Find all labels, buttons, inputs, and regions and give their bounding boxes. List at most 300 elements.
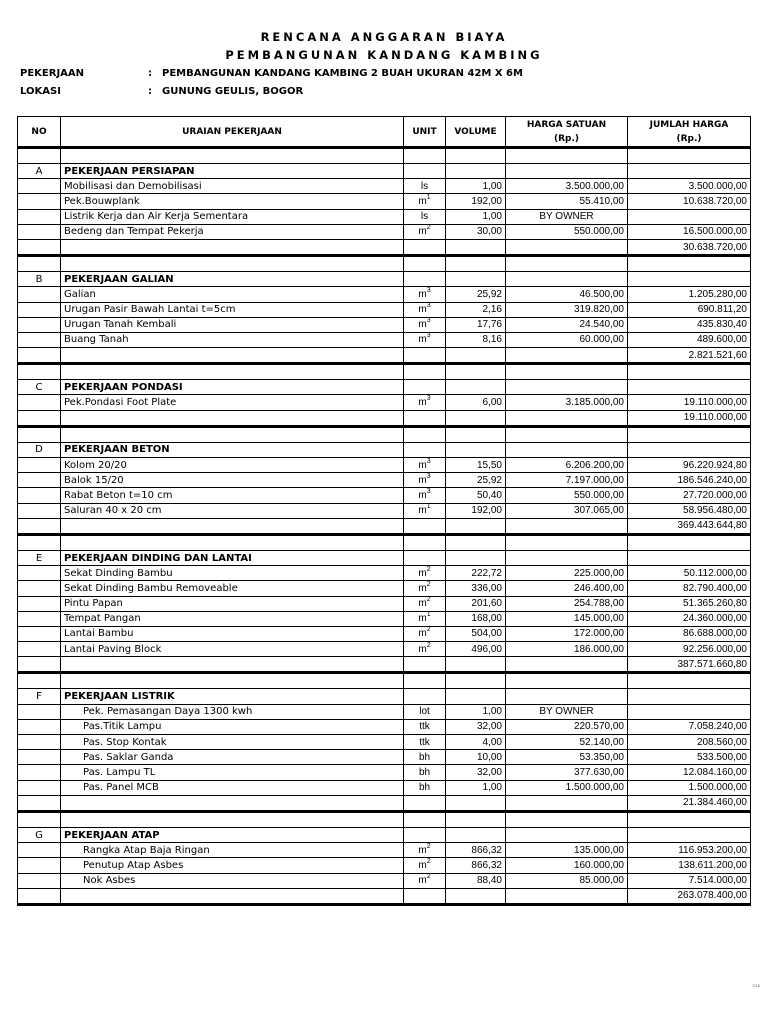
unit-text: m [418, 304, 427, 316]
blank-cell [404, 426, 446, 442]
blank-cell [446, 364, 506, 380]
item-harga-satuan: 3.500.000,00 [506, 179, 628, 194]
item-jumlah-harga: 10.638.720,00 [628, 194, 751, 209]
blank-cell [628, 364, 751, 380]
header-jumlah-harga-line2: (Rp.) [676, 133, 702, 144]
blank-cell [404, 364, 446, 380]
item-no [18, 566, 61, 581]
table-body [18, 148, 751, 905]
empty-cell [506, 657, 628, 673]
item-uraian: Listrik Kerja dan Air Kerja Sementara [61, 209, 404, 224]
item-harga-satuan: 1.500.000,00 [506, 780, 628, 795]
empty-cell [506, 239, 628, 255]
unit-exponent: 1 [426, 503, 431, 511]
empty-cell [404, 888, 446, 904]
section-no: G [18, 827, 61, 842]
empty-cell [61, 518, 404, 534]
unit-text: m [418, 288, 427, 300]
item-volume: 17,76 [446, 317, 506, 332]
item-unit [404, 395, 446, 410]
blank-cell [404, 534, 446, 550]
empty-cell [506, 410, 628, 426]
item-volume: 866,32 [446, 858, 506, 873]
blank-cell [404, 148, 446, 164]
item-uraian: Pas. Lampu TL [61, 765, 404, 780]
section-total: 263.078.400,00 [628, 888, 751, 904]
item-uraian: Pek.Bouwplank [61, 194, 404, 209]
item-uraian: Lantai Paving Block [61, 642, 404, 657]
item-no [18, 611, 61, 626]
item-volume: 192,00 [446, 503, 506, 518]
section-no: E [18, 550, 61, 565]
empty-cell [404, 518, 446, 534]
unit-text: m [418, 474, 427, 486]
item-volume: 866,32 [446, 843, 506, 858]
item-jumlah-harga: 7.514.000,00 [628, 873, 751, 888]
empty-cell [446, 689, 506, 704]
lokasi-label: LOKASI [20, 86, 61, 97]
item-unit [404, 765, 446, 780]
empty-cell [61, 348, 404, 364]
empty-cell [18, 410, 61, 426]
item-harga-satuan: 550.000,00 [506, 488, 628, 503]
unit-exponent: 2 [426, 842, 431, 850]
unit-text: bh [418, 782, 431, 794]
item-unit [404, 473, 446, 488]
section-total-row [18, 518, 751, 534]
item-uraian: Urugan Tanah Kembali [61, 317, 404, 332]
item-volume: 336,00 [446, 581, 506, 596]
blank-cell [18, 364, 61, 380]
table-row [18, 704, 751, 719]
item-harga-satuan: BY OWNER [506, 704, 628, 719]
item-volume: 25,92 [446, 473, 506, 488]
item-no [18, 179, 61, 194]
blank-cell [404, 811, 446, 827]
table-row [18, 719, 751, 734]
blank-cell [446, 426, 506, 442]
blank-cell [61, 534, 404, 550]
item-jumlah-harga: 24.360.000,00 [628, 611, 751, 626]
empty-cell [404, 272, 446, 287]
item-uraian: Pintu Papan [61, 596, 404, 611]
empty-cell [628, 550, 751, 565]
document-title: RENCANA ANGGARAN BIAYA [260, 30, 508, 44]
empty-cell [446, 272, 506, 287]
item-uraian: Pas.Titik Lampu [61, 719, 404, 734]
item-volume: 168,00 [446, 611, 506, 626]
item-unit [404, 719, 446, 734]
unit-text: m [418, 195, 427, 207]
blank-cell [446, 256, 506, 272]
item-uraian: Pas. Saklar Ganda [61, 750, 404, 765]
section-total: 2.821.521,60 [628, 348, 751, 364]
section-total-row [18, 657, 751, 673]
empty-cell [404, 164, 446, 179]
item-volume: 201,60 [446, 596, 506, 611]
blank-row [18, 364, 751, 380]
empty-cell [404, 550, 446, 565]
section-no: C [18, 380, 61, 395]
empty-cell [18, 348, 61, 364]
blank-cell [18, 256, 61, 272]
item-unit [404, 611, 446, 626]
empty-cell [506, 795, 628, 811]
unit-text: m [418, 334, 427, 346]
unit-text: m [418, 489, 427, 501]
pekerjaan-value: PEMBANGUNAN KANDANG KAMBING 2 BUAH UKURAN 42M X 6M [162, 68, 523, 79]
header-jumlah-harga [628, 117, 751, 148]
empty-cell [18, 795, 61, 811]
unit-exponent: 2 [426, 224, 431, 232]
section-row [18, 442, 751, 457]
blank-cell [506, 364, 628, 380]
empty-cell [404, 827, 446, 842]
blank-row [18, 256, 751, 272]
item-uraian: Sekat Dinding Bambu [61, 566, 404, 581]
item-no [18, 704, 61, 719]
item-no [18, 473, 61, 488]
item-harga-satuan: 55.410,00 [506, 194, 628, 209]
empty-cell [506, 550, 628, 565]
item-volume: 1,00 [446, 704, 506, 719]
item-unit [404, 843, 446, 858]
empty-cell [506, 689, 628, 704]
table-header-row [18, 117, 751, 148]
section-no: D [18, 442, 61, 457]
empty-cell [446, 348, 506, 364]
table-row [18, 473, 751, 488]
item-uraian: Pek. Pemasangan Daya 1300 kwh [61, 704, 404, 719]
blank-cell [506, 673, 628, 689]
item-jumlah-harga: 12.084.160,00 [628, 765, 751, 780]
item-uraian: Pas. Stop Kontak [61, 735, 404, 750]
unit-text: m [418, 643, 427, 655]
item-uraian: Sekat Dinding Bambu Removeable [61, 581, 404, 596]
item-jumlah-harga: 86.688.000,00 [628, 626, 751, 641]
item-unit [404, 488, 446, 503]
empty-cell [18, 888, 61, 904]
item-unit [404, 179, 446, 194]
item-volume: 25,92 [446, 287, 506, 302]
item-volume: 32,00 [446, 719, 506, 734]
empty-cell [446, 239, 506, 255]
header-harga-satuan [506, 117, 628, 148]
item-volume: 1,00 [446, 209, 506, 224]
pekerjaan-colon: : [148, 68, 152, 79]
unit-exponent: 2 [426, 596, 431, 604]
item-no [18, 488, 61, 503]
blank-cell [628, 256, 751, 272]
table-row [18, 395, 751, 410]
empty-cell [61, 795, 404, 811]
item-harga-satuan: 145.000,00 [506, 611, 628, 626]
item-unit [404, 735, 446, 750]
item-unit [404, 873, 446, 888]
unit-text: bh [418, 766, 431, 778]
item-uraian: Pas. Panel MCB [61, 780, 404, 795]
item-unit [404, 642, 446, 657]
section-total-row [18, 888, 751, 904]
section-name: PEKERJAAN ATAP [61, 827, 404, 842]
item-jumlah-harga [628, 209, 751, 224]
item-jumlah-harga [628, 704, 751, 719]
item-jumlah-harga: 96.220.924,80 [628, 458, 751, 473]
empty-cell [506, 380, 628, 395]
empty-cell [404, 795, 446, 811]
blank-row [18, 534, 751, 550]
table-row [18, 503, 751, 518]
blank-cell [61, 673, 404, 689]
unit-text: bh [418, 751, 431, 763]
blank-cell [18, 148, 61, 164]
section-total-row [18, 239, 751, 255]
empty-cell [18, 657, 61, 673]
item-uraian: Tempat Pangan [61, 611, 404, 626]
item-volume: 1,00 [446, 179, 506, 194]
empty-cell [628, 380, 751, 395]
empty-cell [628, 442, 751, 457]
item-volume: 6,00 [446, 395, 506, 410]
item-harga-satuan: 135.000,00 [506, 843, 628, 858]
item-no [18, 626, 61, 641]
unit-text: m [418, 505, 427, 517]
unit-text: m [418, 598, 427, 610]
unit-text: ttk [419, 736, 430, 748]
empty-cell [404, 348, 446, 364]
section-row [18, 689, 751, 704]
empty-cell [18, 518, 61, 534]
item-harga-satuan: 60.000,00 [506, 332, 628, 347]
item-unit [404, 780, 446, 795]
item-unit [404, 581, 446, 596]
section-total-row [18, 348, 751, 364]
section-total: 30.638.720,00 [628, 239, 751, 255]
lokasi-value: GUNUNG GEULIS, BOGOR [162, 86, 304, 97]
unit-exponent: 3 [426, 286, 431, 294]
section-total: 19.110.000,00 [628, 410, 751, 426]
table-row [18, 626, 751, 641]
item-jumlah-harga: 138.611.200,00 [628, 858, 751, 873]
table-row [18, 611, 751, 626]
item-no [18, 596, 61, 611]
table-row [18, 873, 751, 888]
unit-exponent: 3 [426, 472, 431, 480]
item-unit [404, 287, 446, 302]
item-harga-satuan: 160.000,00 [506, 858, 628, 873]
unit-exponent: 1 [426, 193, 431, 201]
item-uraian: Saluran 40 x 20 cm [61, 503, 404, 518]
item-uraian: Balok 15/20 [61, 473, 404, 488]
lokasi-colon: : [148, 86, 152, 97]
empty-cell [61, 410, 404, 426]
table-row [18, 780, 751, 795]
table-row [18, 458, 751, 473]
unit-exponent: 3 [426, 332, 431, 340]
unit-exponent: 2 [426, 580, 431, 588]
unit-exponent: 2 [426, 857, 431, 865]
blank-cell [404, 256, 446, 272]
item-volume: 1,00 [446, 780, 506, 795]
item-jumlah-harga: 116.953.200,00 [628, 843, 751, 858]
item-unit [404, 858, 446, 873]
item-unit [404, 317, 446, 332]
empty-cell [446, 442, 506, 457]
item-jumlah-harga: 489.600,00 [628, 332, 751, 347]
empty-cell [61, 888, 404, 904]
empty-cell [61, 657, 404, 673]
blank-row [18, 811, 751, 827]
item-jumlah-harga: 82.790.400,00 [628, 581, 751, 596]
unit-exponent: 2 [426, 626, 431, 634]
blank-cell [506, 811, 628, 827]
item-harga-satuan: 307.065,00 [506, 503, 628, 518]
item-unit [404, 503, 446, 518]
item-volume: 496,00 [446, 642, 506, 657]
header-jumlah-harga-line1: JUMLAH HARGA [649, 119, 729, 130]
section-name: PEKERJAAN BETON [61, 442, 404, 457]
section-name: PEKERJAAN PONDASI [61, 380, 404, 395]
unit-exponent: 3 [426, 457, 431, 465]
section-name: PEKERJAAN DINDING DAN LANTAI [61, 550, 404, 565]
unit-exponent: 2 [426, 641, 431, 649]
blank-cell [506, 148, 628, 164]
item-no [18, 780, 61, 795]
table-row [18, 566, 751, 581]
section-total: 369.443.644,80 [628, 518, 751, 534]
table-row [18, 302, 751, 317]
item-unit [404, 626, 446, 641]
item-unit [404, 566, 446, 581]
item-jumlah-harga: 50.112.000,00 [628, 566, 751, 581]
unit-text: m [418, 613, 427, 625]
item-uraian: Kolom 20/20 [61, 458, 404, 473]
item-no [18, 302, 61, 317]
item-no [18, 750, 61, 765]
blank-cell [506, 426, 628, 442]
blank-row [18, 148, 751, 164]
table-row [18, 858, 751, 873]
empty-cell [506, 348, 628, 364]
item-volume: 15,50 [446, 458, 506, 473]
item-harga-satuan: 53.350,00 [506, 750, 628, 765]
item-volume: 10,00 [446, 750, 506, 765]
unit-text: m [418, 875, 427, 887]
empty-cell [404, 442, 446, 457]
blank-cell [61, 256, 404, 272]
table-row [18, 843, 751, 858]
unit-text: ls [420, 180, 429, 192]
header-uraian: URAIAN PEKERJAAN [61, 117, 404, 148]
section-name: PEKERJAAN LISTRIK [61, 689, 404, 704]
item-harga-satuan: 377.630,00 [506, 765, 628, 780]
item-no [18, 395, 61, 410]
blank-cell [628, 673, 751, 689]
section-row [18, 164, 751, 179]
unit-text: m [418, 859, 427, 871]
blank-cell [404, 673, 446, 689]
item-no [18, 843, 61, 858]
item-harga-satuan: 85.000,00 [506, 873, 628, 888]
item-jumlah-harga: 208.560,00 [628, 735, 751, 750]
table-row [18, 488, 751, 503]
blank-cell [61, 364, 404, 380]
empty-cell [404, 239, 446, 255]
blank-cell [18, 811, 61, 827]
unit-text: m [418, 628, 427, 640]
section-total-row [18, 795, 751, 811]
blank-cell [18, 426, 61, 442]
item-unit [404, 332, 446, 347]
item-uraian: Penutup Atap Asbes [61, 858, 404, 873]
empty-cell [506, 272, 628, 287]
section-total: 387.571.660,80 [628, 657, 751, 673]
item-volume: 4,00 [446, 735, 506, 750]
table-row [18, 581, 751, 596]
table-row [18, 224, 751, 239]
header-harga-satuan-line2: (Rp.) [553, 133, 580, 144]
item-no [18, 194, 61, 209]
item-no [18, 873, 61, 888]
empty-cell [446, 657, 506, 673]
blank-cell [18, 673, 61, 689]
table-row [18, 317, 751, 332]
unit-exponent: 3 [426, 487, 431, 495]
item-no [18, 224, 61, 239]
item-no [18, 317, 61, 332]
blank-cell [506, 256, 628, 272]
item-no [18, 765, 61, 780]
empty-cell [446, 164, 506, 179]
empty-cell [506, 827, 628, 842]
table-row [18, 179, 751, 194]
item-no [18, 581, 61, 596]
item-unit [404, 224, 446, 239]
item-jumlah-harga: 16.500.000,00 [628, 224, 751, 239]
item-uraian: Buang Tanah [61, 332, 404, 347]
item-volume: 32,00 [446, 765, 506, 780]
item-unit [404, 209, 446, 224]
item-harga-satuan: 550.000,00 [506, 224, 628, 239]
item-harga-satuan: BY OWNER [506, 209, 628, 224]
item-uraian: Rangka Atap Baja Ringan [61, 843, 404, 858]
document-subtitle: PEMBANGUNAN KANDANG KAMBING [225, 48, 543, 62]
unit-text: ttk [419, 721, 430, 733]
item-jumlah-harga: 27.720.000,00 [628, 488, 751, 503]
unit-text: m [418, 319, 427, 331]
item-uraian: Lantai Bambu [61, 626, 404, 641]
section-row [18, 550, 751, 565]
blank-cell [61, 426, 404, 442]
item-no [18, 642, 61, 657]
item-harga-satuan: 319.820,00 [506, 302, 628, 317]
empty-cell [506, 888, 628, 904]
unit-exponent: 1 [426, 611, 431, 619]
item-harga-satuan: 246.400,00 [506, 581, 628, 596]
section-row [18, 380, 751, 395]
item-uraian: Mobilisasi dan Demobilisasi [61, 179, 404, 194]
empty-cell [446, 888, 506, 904]
empty-cell [446, 410, 506, 426]
item-no [18, 209, 61, 224]
item-volume: 30,00 [446, 224, 506, 239]
table-row [18, 765, 751, 780]
item-uraian: Galian [61, 287, 404, 302]
unit-text: m [418, 844, 427, 856]
empty-cell [506, 518, 628, 534]
blank-cell [446, 673, 506, 689]
item-no [18, 858, 61, 873]
